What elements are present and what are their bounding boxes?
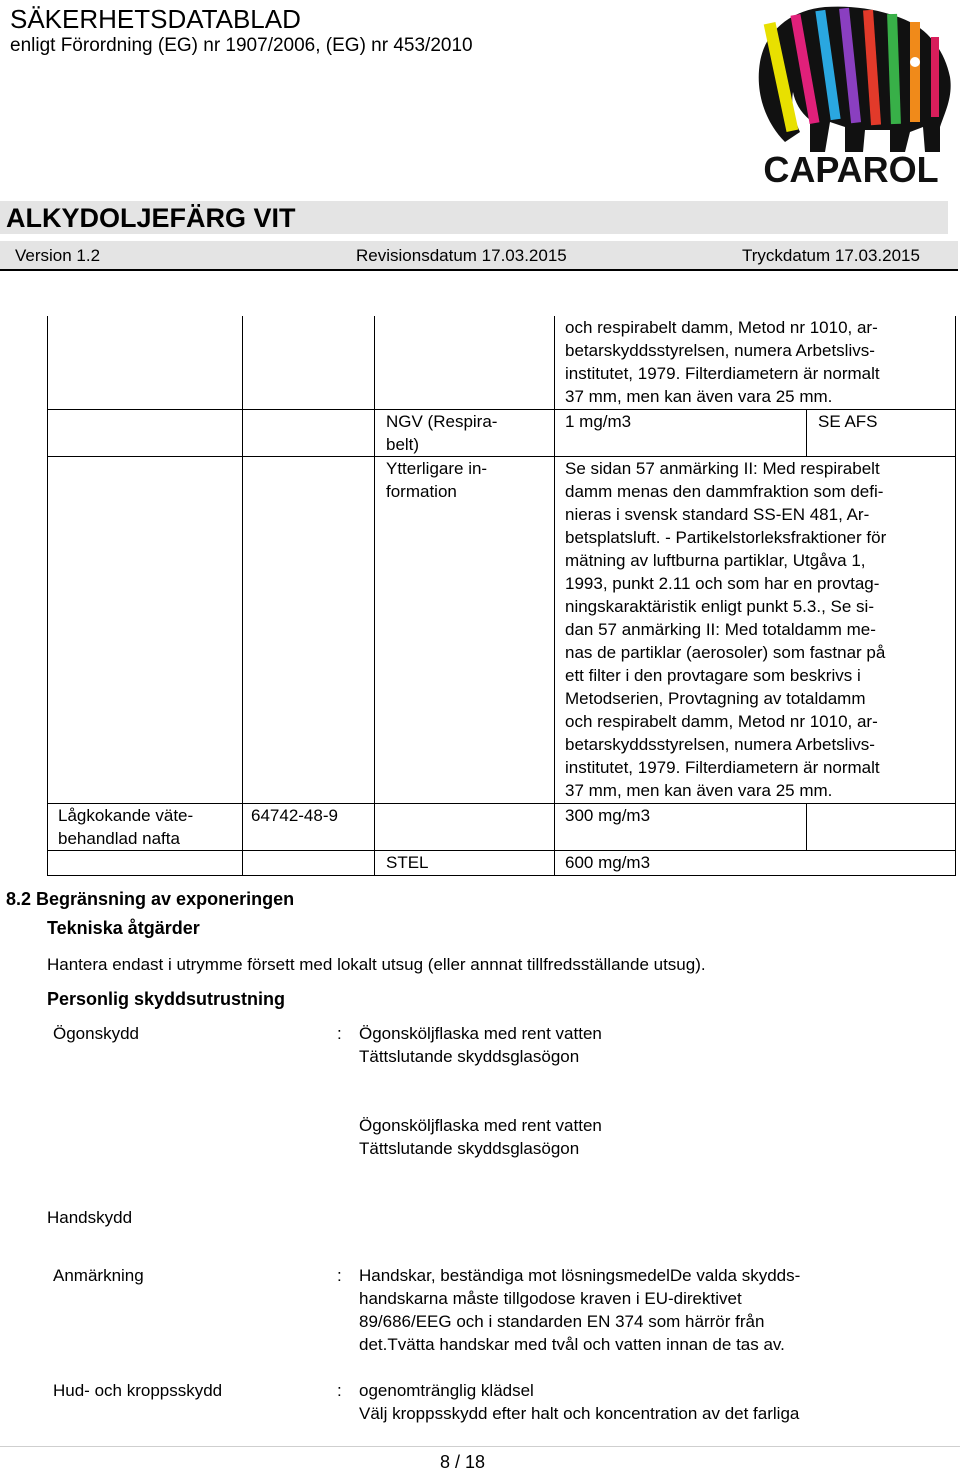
ngv-value: 1 mg/m3 xyxy=(565,412,632,431)
document-title: SÄKERHETSDATABLAD xyxy=(10,4,301,34)
caparol-logo xyxy=(745,2,957,192)
table-line xyxy=(47,316,48,876)
substance-limit-value: 300 mg/m3 xyxy=(565,806,651,825)
page-number: 8 / 18 xyxy=(440,1452,486,1472)
table-line xyxy=(242,316,243,876)
info-label: Ytterligare in- formation xyxy=(386,459,488,501)
table-line xyxy=(47,850,955,851)
product-name: ALKYDOLJEFÄRG VIT xyxy=(6,203,296,233)
version-number: Version 1.2 xyxy=(15,246,101,265)
info-text: Se sidan 57 anmärking II: Med respirabelt damm menas den dammfraktion som defi- nieras i svensk standard SS-EN 481, Ar- betsplatsluft. - Partikelstorleksfraktioner för mätning av luftburna partiklar, Utgåva 1, 1993, punkt 2.11 och som har en provtag- ningskaraktäristik enligt punkt 5.3., Se si- dan 57 anmärking II: Med totaldamm me- nas de partiklar (aerosoler) som fastnar på ett filter i den provtagare som beskrivs i Metodserien, Provtagning av totaldamm och respirabelt damm, Metod nr 1010, ar- betarskyddsstyrelsen, numera Arbetslivs- institutet, 1979. Filterdiametern är normalt 37 mm, men kan även vara 25 mm. xyxy=(565,459,887,800)
ngv-label: NGV (Respira- belt) xyxy=(386,412,498,454)
separator-colon: : xyxy=(337,1024,342,1043)
table-line xyxy=(47,875,955,876)
table-line xyxy=(554,316,555,876)
table-line xyxy=(955,316,956,876)
revision-date: Revisionsdatum 17.03.2015 xyxy=(356,246,567,265)
stel-label: STEL xyxy=(386,853,429,872)
separator-colon: : xyxy=(337,1381,342,1400)
elephant-logo-icon xyxy=(759,7,951,152)
version-band xyxy=(0,241,958,271)
ngv-basis: SE AFS xyxy=(818,412,878,431)
eye-protection-text-repeat: Ögonsköljflaska med rent vatten Tättslutande skyddsglasögon xyxy=(359,1116,602,1158)
eye-protection-label: Ögonskydd xyxy=(53,1024,139,1043)
eye-protection-text: Ögonsköljflaska med rent vatten Tättslutande skyddsglasögon xyxy=(359,1024,602,1066)
table-line xyxy=(806,409,807,456)
table-top-note: och respirabelt damm, Metod nr 1010, ar- betarskyddsstyrelsen, numera Arbetslivs- institutet, 1979. Filterdiametern är normalt 37 mm, men kan även vara 25 mm. xyxy=(565,318,880,406)
logo-wordmark: CAPAROL xyxy=(763,149,939,190)
regulation-subtitle: enligt Förordning (EG) nr 1907/2006, (EG) nr 453/2010 xyxy=(10,35,473,56)
table-line xyxy=(374,316,375,876)
technical-measures-text: Hantera endast i utrymme försett med lokalt utsug (eller annnat tillfredsställande utsug). xyxy=(47,955,706,974)
product-name-band xyxy=(0,201,948,234)
table-line xyxy=(806,803,807,850)
remark-text: Handskar, beständiga mot lösningsmedelDe valda skydds- handskarna måste tillgodose kraven i EU-direktivet 89/686/EEG och i standarden EN 374 som härrör från det.Tvätta handskar med tvål och vatten innan de tas av. xyxy=(359,1266,801,1354)
body-protection-text: ogenomtränglig klädsel Välj kroppsskydd efter halt och koncentration av det farliga xyxy=(359,1381,800,1423)
ppe-heading: Personlig skyddsutrustning xyxy=(47,989,286,1009)
footer-divider xyxy=(0,1446,960,1447)
print-date: Tryckdatum 17.03.2015 xyxy=(742,246,920,265)
remark-label: Anmärkning xyxy=(53,1266,144,1285)
technical-measures-heading: Tekniska åtgärder xyxy=(47,918,200,938)
body-protection-label: Hud- och kroppsskydd xyxy=(53,1381,223,1400)
section-heading: 8.2 Begränsning av exponeringen xyxy=(6,889,295,909)
hand-protection-label: Handskydd xyxy=(47,1208,133,1227)
separator-colon: : xyxy=(337,1266,342,1285)
cas-number: 64742-48-9 xyxy=(251,806,338,825)
stel-value: 600 mg/m3 xyxy=(565,853,651,872)
substance-name: Lågkokande väte- behandlad nafta xyxy=(58,806,194,848)
